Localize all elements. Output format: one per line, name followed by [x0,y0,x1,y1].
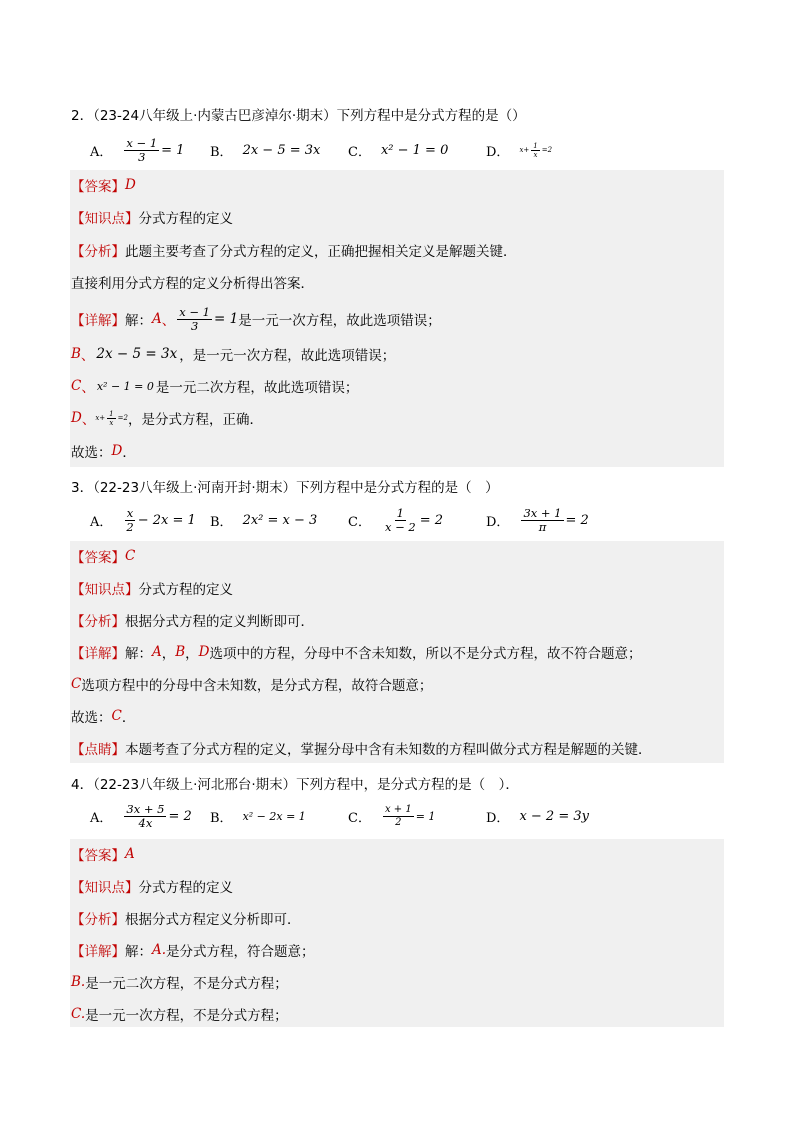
option-a: A． $\frac{x}{2}$ − 2x = 1 [90,505,196,534]
option-a: A． $\frac{3x + 5}{4x}$ = 2 [90,801,192,830]
detail-line-a: 【详解】 解： A 、 $\frac{x - 1}{3}$ = 1 是一元一次方程，故此选项错误； [71,304,441,333]
question-text: 下列方程中是分式方程的是（ ） [296,480,499,496]
question-number: 2． [71,108,94,124]
option-d: D． x+ $\frac{1}{x}$ =2 [486,141,553,160]
analysis-line: 【分析】 根据分式方程定义分析即可． [71,912,301,928]
detail-line-2: C 选项方程中的分母中含未知数，是分式方程，故符合题意； [71,676,433,694]
option-b: B． 2x − 5 = 3x [210,142,321,160]
question-2-options [90,132,730,168]
answer-line: 【答案】 D [71,177,136,195]
analysis-line: 【分析】 根据分式方程的定义判断即可． [71,614,314,630]
comment-line: 【点睛】 本题考查了分式方程的定义，掌握分母中含有未知数的方程叫做分式方程是解题的关键． [71,742,652,758]
question-source: （22-23八年级上·河南开封·期末） [93,480,297,496]
knowledge-line: 【知识点】 分式方程的定义 [71,880,233,896]
analysis-continued: 直接利用分式方程的定义分析得出答案． [71,276,314,292]
question-source: （22-23八年级上·河北邢台·期末） [93,777,297,793]
question-text: 下列方程中，是分式方程的是（ ）． [296,777,519,793]
option-d: D． x − 2 = 3y [486,808,589,826]
question-source: （23-24八年级上·内蒙古巴彦淖尔·期末） [93,108,337,124]
option-b: B． x² − 2x = 1 [210,809,306,826]
detail-line-c: C. 是一元一次方程，不是分式方程； [71,1006,288,1024]
option-d: D． $\frac{3x + 1}{\pi}$ = 2 [486,505,589,534]
knowledge-line: 【知识点】 分式方程的定义 [71,582,233,598]
detail-line-a: 【详解】 解： A. 是分式方程，符合题意； [71,942,315,960]
question-3-stem [71,476,499,496]
option-c: C． x² − 1 = 0 [348,142,449,160]
choice-line: 故选： D ． [71,443,136,461]
detail-line-1: 【详解】 解： A ， B ， D 选项中的方程，分母中不含未知数，所以不是分式方程，故不符合题意； [71,644,642,662]
question-number: 3． [71,480,94,496]
fraction: $\frac{x - 1}{3}$ [126,135,158,164]
knowledge-line: 【知识点】 分式方程的定义 [71,211,233,227]
option-a: A． $\frac{x - 1}{3}$ = 1 [90,135,185,164]
analysis-line: 【分析】 此题主要考查了分式方程的定义，正确把握相关定义是解题关键． [71,244,517,260]
detail-line-b: B 、 2x − 5 = 3x ，是一元一次方程，故此选项错误； [71,346,396,364]
option-c: C． $\frac{1}{x - 2}$ = 2 [348,505,443,534]
question-4-stem [71,773,519,793]
detail-line-d: D 、 x+ $\frac{1}{x}$ =2 ，是分式方程，正确． [71,409,263,428]
option-b: B． 2x² = x − 3 [210,512,318,530]
option-c: C． $\frac{x + 1}{2}$ = 1 [348,803,436,828]
question-3-options [90,502,730,538]
question-text: 下列方程中是分式方程的是（） [336,108,526,124]
answer-line: 【答案】 A [71,846,135,864]
question-2-stem [71,104,526,124]
question-4-options [90,798,730,834]
detail-line-c: C 、 x² − 1 = 0 是一元二次方程，故此选项错误； [71,378,359,396]
solution-block-q4 [70,839,724,1027]
choice-line: 故选： C ． [71,708,136,726]
detail-line-b: B. 是一元二次方程，不是分式方程； [71,974,288,992]
question-number: 4． [71,777,94,793]
answer-line: 【答案】 C [71,548,136,566]
